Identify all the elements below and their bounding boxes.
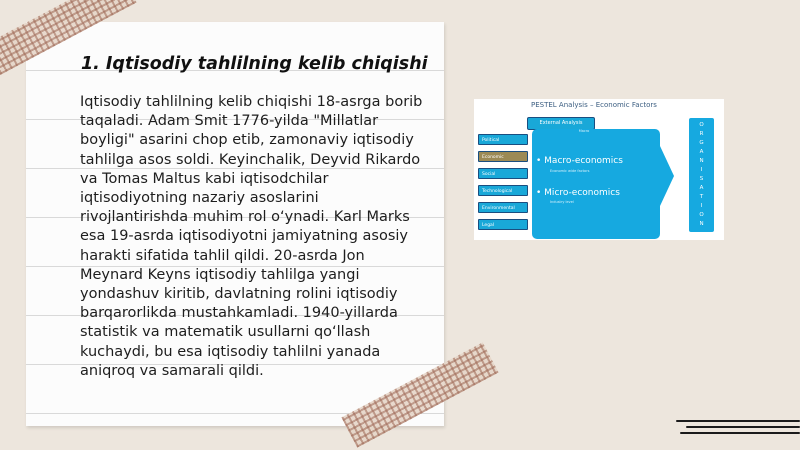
org-letter: O	[699, 122, 704, 128]
diagram-item-macro: • Macro-economics	[536, 156, 623, 166]
diagram-left-box: Political	[478, 134, 528, 145]
org-letter: S	[699, 176, 704, 182]
org-letter: I	[700, 167, 703, 173]
org-letter: T	[699, 194, 704, 200]
diagram-item-macro-sub: Economic wide factors	[550, 169, 590, 173]
diagram-item-micro: • Micro-economics	[536, 188, 620, 198]
org-letter: N	[699, 221, 704, 227]
diagram-arrow-shape	[660, 146, 674, 206]
diagram-left-box: Environmental	[478, 202, 528, 213]
diagram-main-block	[532, 129, 660, 239]
decorative-line	[680, 432, 800, 434]
org-letter: G	[699, 140, 704, 146]
slide-title: 1. Iqtisodiy tahlilning kelib chiqishi	[81, 54, 428, 74]
diagram-item-micro-label: Micro-economics	[544, 188, 620, 198]
org-letter: R	[699, 131, 704, 137]
slide-body-text: Iqtisodiy tahlilning kelib chiqishi 18-asrga borib taqaladi. Adam Smit 1776-yilda "Millatlar boyligi" asarini chop etib, zamonaviy iqtisodiy tahlilga asos soldi. Keyinchalik, Deyvid Rikardo va Tomas Maltus kabi iqtisodchilar iqtisodiyotning nazariy asoslarini rivojlantirishda muhim rol o‘ynadi. Karl Marks esa 19-asrda iqtisodiyotni jamiyatning asosiy harakti sifatida tahlil qildi. 20-asrda Jon Meynard Keyns iqtisodiy tahlilga yangi yondashuv kiritib, davlatning rolini iqtisodiy barqarorlikda mustahkamladi. 1940-yillarda statistik va matematik usullarni qo‘llash kuchaydi, bu esa iqtisodiy tahlilni yanada aniqroq va samarali qildi.	[80, 94, 423, 379]
diagram-left-box: Economic	[478, 151, 528, 162]
org-letter: A	[699, 149, 704, 155]
decorative-line	[686, 426, 800, 428]
diagram-left-box: Technological	[478, 185, 528, 196]
org-letter: A	[699, 185, 704, 191]
decorative-line	[676, 420, 800, 422]
diagram-sub-top: Macro	[578, 129, 590, 133]
diagram-title: PESTEL Analysis – Economic Factors	[531, 101, 657, 109]
diagram-item-micro-sub: Industry level	[550, 200, 574, 204]
pestel-diagram-image	[474, 99, 724, 240]
org-letter: N	[699, 158, 704, 164]
org-letter: I	[700, 203, 703, 209]
diagram-left-box: Social	[478, 168, 528, 179]
diagram-tab-label: External Analysis	[527, 117, 595, 130]
diagram-item-macro-label: Macro-economics	[544, 156, 623, 166]
diagram-left-box: Legal	[478, 219, 528, 230]
diagram-organisation-column	[689, 118, 714, 232]
org-letter: O	[699, 212, 704, 218]
